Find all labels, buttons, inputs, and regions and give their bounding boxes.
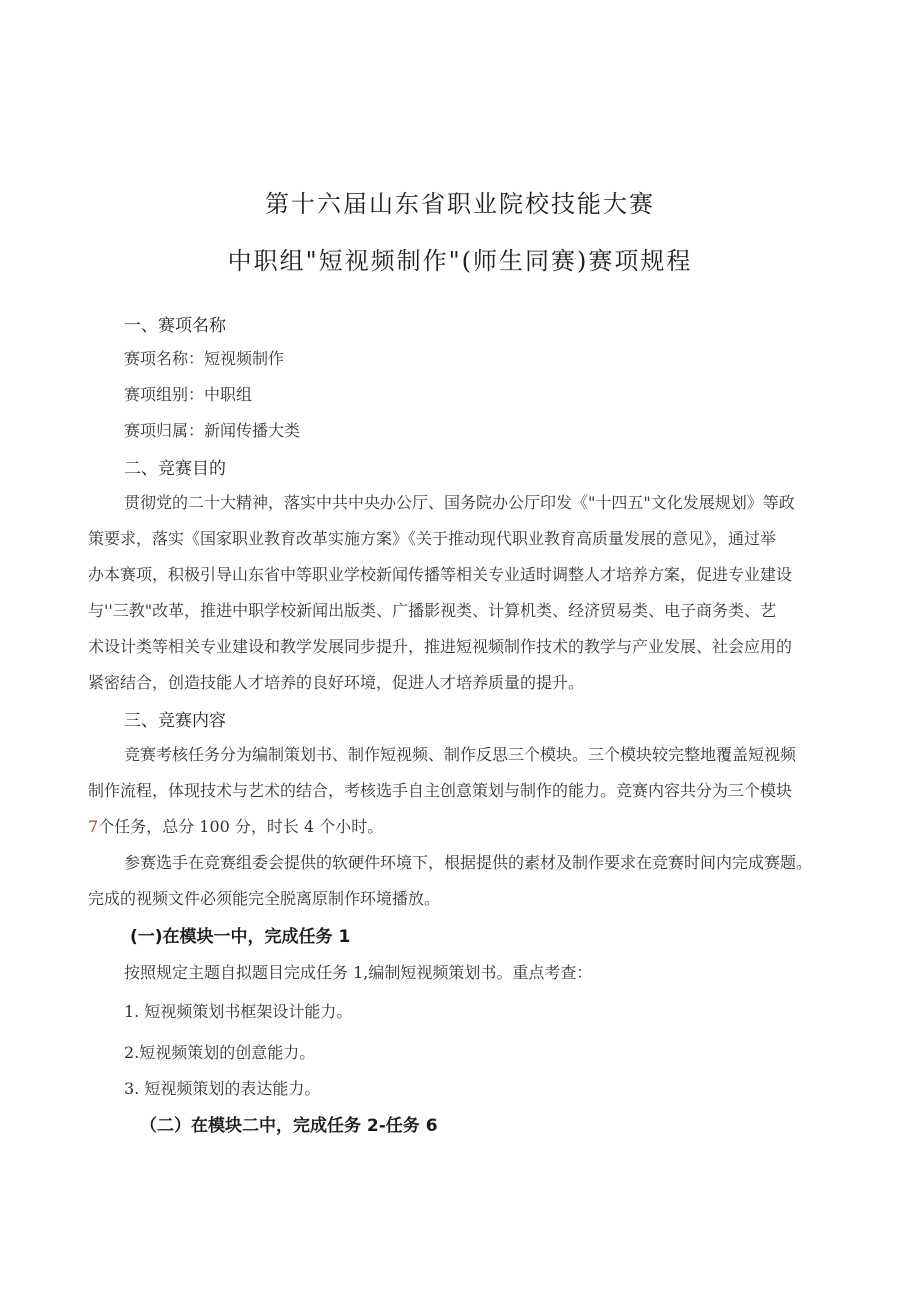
section2-heading: 二、竞赛目的 [124, 459, 226, 479]
environment-line: 参赛选手在竞赛组委会提供的软硬件环境下，根据提供的素材及制作要求在竞赛时间内完成赛题。 [124, 853, 813, 872]
event-name: 赛项名称：短视频制作 [124, 349, 285, 368]
purpose-line: 办本赛项，积极引导山东省中等职业学校新闻传播等相关专业适时调整人才培养方案，促进专业建设 [88, 565, 793, 584]
content-line: 竞赛考核任务分为编制策划书、制作短视频、制作反思三个模块。三个模块较完整地覆盖短视频 [124, 745, 797, 764]
event-group: 赛项组别：中职组 [124, 385, 253, 404]
module1-item: 1. 短视频策划书框架设计能力。 [124, 1002, 353, 1021]
document-title-line2: 中职组"短视频制作"(师生同赛)赛项规程 [227, 247, 693, 275]
purpose-line: 术设计类等相关专业建设和教学发展同步提升，推进短视频制作技术的教学与产业发展、社会应用的 [88, 637, 793, 656]
purpose-line: 与''三教"改革，推进中职学校新闻出版类、广播影视类、计算机类、经济贸易类、电子商务类、艺 [88, 601, 777, 620]
section3-heading: 三、竞赛内容 [124, 711, 226, 731]
purpose-line: 策要求，落实《国家职业教育改革实施方案》《关于推动现代职业教育高质量发展的意见》，通过举 [88, 529, 777, 548]
purpose-line: 贯彻党的二十大精神，落实中共中央办公厅、国务院办公厅印发《"十四五"文化发展规划》等政 [124, 493, 795, 512]
task-count: 7 [88, 817, 99, 836]
document-title-line1: 第十六届山东省职业院校技能大赛 [265, 190, 655, 218]
module1-heading: (一)在模块一中，完成任务 1 [130, 927, 351, 947]
content-line: 制作流程，体现技术与艺术的结合，考核选手自主创意策划与制作的能力。竞赛内容共分为三个模块 [88, 781, 793, 800]
module2-heading: （二）在模块二中，完成任务 2-任务 6 [140, 1116, 438, 1136]
content-line-rest: 个任务，总分 100 分，时长 4 个小时。 [98, 817, 384, 836]
purpose-line: 紧密结合，创造技能人才培养的良好环境，促进人才培养质量的提升。 [88, 673, 585, 692]
module1-intro: 按照规定主题自拟题目完成任务 1,编制短视频策划书。重点考查： [124, 963, 593, 982]
module1-item: 2.短视频策划的创意能力。 [124, 1043, 316, 1062]
environment-line: 完成的视频文件必须能完全脱离原制作环境播放。 [88, 889, 441, 908]
content-line-last [88, 814, 383, 837]
event-category: 赛项归属：新闻传播大类 [124, 421, 301, 440]
section1-heading: 一、赛项名称 [124, 316, 226, 336]
module1-item: 3. 短视频策划的表达能力。 [124, 1079, 321, 1098]
